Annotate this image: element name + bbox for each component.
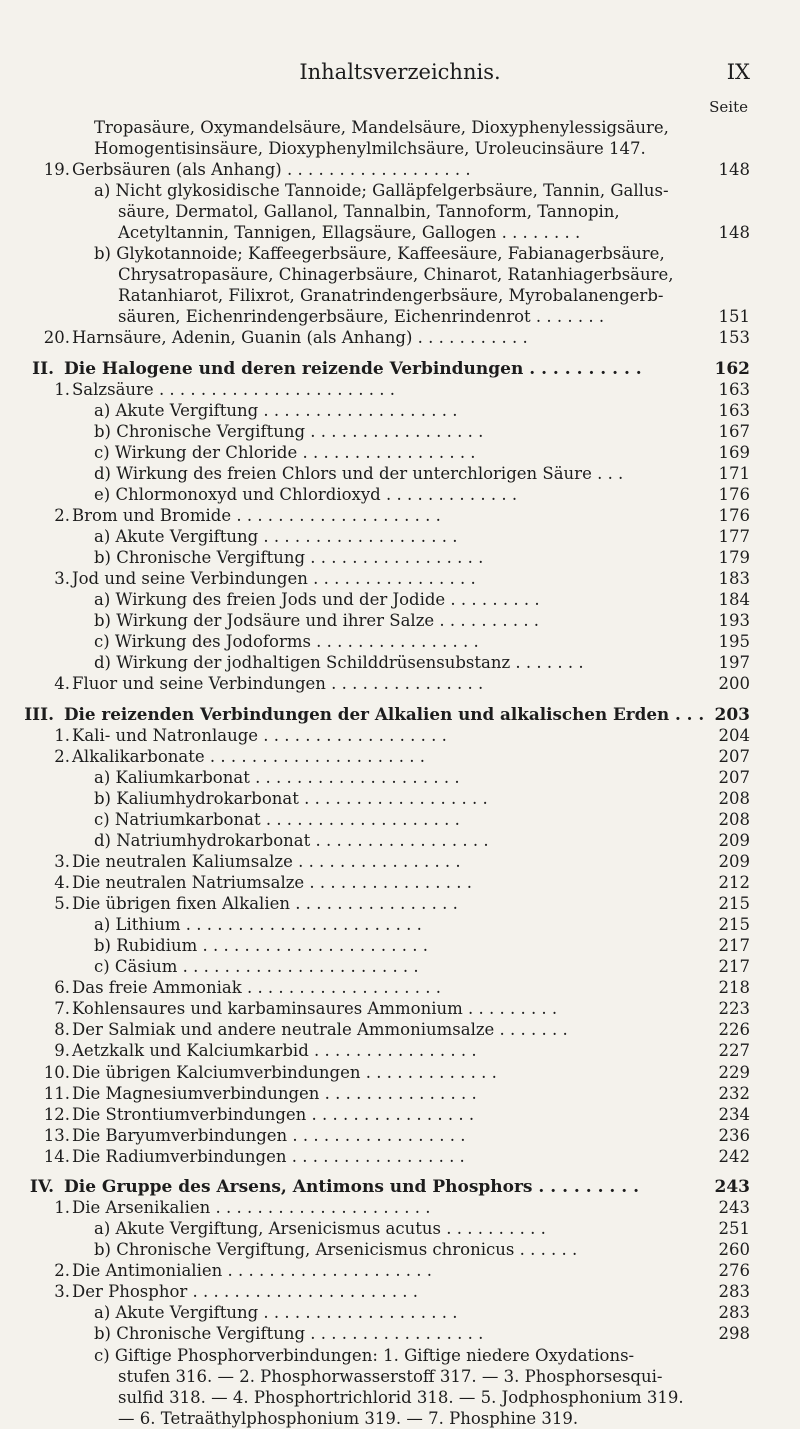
toc-entry-number: 7. bbox=[54, 999, 70, 1018]
toc-entry-text: Die Strontiumverbindungen . . . . . . . . . . . . . . . . bbox=[72, 1105, 475, 1124]
toc-entry-text: Jod und seine Verbindungen . . . . . . . . . . . . . . . . bbox=[72, 569, 476, 588]
toc-entry-number: 4. bbox=[54, 674, 70, 693]
toc-entry-number: 20. bbox=[43, 328, 70, 347]
toc-entry-text: Die Baryumverbindungen . . . . . . . . . . . . . . . . . bbox=[72, 1126, 466, 1145]
toc-entry-number: 9. bbox=[54, 1041, 70, 1060]
toc-entry-text: a) Nicht glykosidische Tannoide; Galläpfelgerbsäure, Tannin, Gallus- bbox=[94, 181, 669, 200]
toc-entry-number: 14. bbox=[43, 1147, 70, 1166]
toc-entry-page: 200 bbox=[718, 674, 750, 693]
toc-entry-page: 226 bbox=[718, 1020, 750, 1039]
toc-entry-page: 208 bbox=[718, 810, 750, 829]
toc-entry-page: 179 bbox=[718, 548, 750, 567]
page-column-label: Seite bbox=[709, 98, 748, 116]
toc-entry-text: b) Kaliumhydrokarbonat . . . . . . . . . . . . . . . . . . bbox=[94, 789, 488, 808]
toc-entry-text: Aetzkalk und Kalciumkarbid . . . . . . . . . . . . . . . . bbox=[72, 1041, 477, 1060]
toc-entry-text: Gerbsäuren (als Anhang) . . . . . . . . . . . . . . . . . . bbox=[72, 160, 471, 179]
toc-entry-page: 153 bbox=[718, 328, 750, 347]
toc-entry-page: 217 bbox=[718, 936, 750, 955]
toc-entry-page: 283 bbox=[718, 1303, 750, 1322]
toc-entry-page: 176 bbox=[718, 506, 750, 525]
toc-entry-text: stufen 316. — 2. Phosphorwasserstoff 317. — 3. Phosphorsesqui- bbox=[118, 1367, 663, 1386]
toc-entry-page: 243 bbox=[718, 1198, 750, 1217]
toc-entry-page: 203 bbox=[714, 705, 750, 725]
toc-entry-text: Die neutralen Natriumsalze . . . . . . . . . . . . . . . . bbox=[72, 873, 473, 892]
toc-entry-page: 167 bbox=[718, 422, 750, 441]
toc-entry-text: Die neutralen Kaliumsalze . . . . . . . . . . . . . . . . bbox=[72, 852, 461, 871]
toc-entry-number: 3. bbox=[54, 852, 70, 871]
toc-entry-text: a) Akute Vergiftung . . . . . . . . . . . . . . . . . . . bbox=[94, 401, 458, 420]
toc-entry-text: Fluor und seine Verbindungen . . . . . . . . . . . . . . . bbox=[72, 674, 484, 693]
toc-entry-page: 208 bbox=[718, 789, 750, 808]
toc-entry-number: 2. bbox=[54, 506, 70, 525]
toc-entry-page: 276 bbox=[718, 1261, 750, 1280]
toc-entry-text: Die übrigen Kalciumverbindungen . . . . . . . . . . . . . bbox=[72, 1063, 497, 1082]
running-header-page-number: IX bbox=[726, 60, 750, 84]
toc-entry-text: Die Radiumverbindungen . . . . . . . . . . . . . . . . . bbox=[72, 1147, 465, 1166]
toc-entry-text: c) Giftige Phosphorverbindungen: 1. Giftige niedere Oxydations- bbox=[94, 1346, 635, 1365]
toc-entry-page: 227 bbox=[718, 1041, 750, 1060]
toc-entry-page: 218 bbox=[718, 978, 750, 997]
toc-entry-page: 197 bbox=[718, 653, 750, 672]
toc-entry-page: 162 bbox=[714, 359, 750, 379]
toc-entry-text: Die Arsenikalien . . . . . . . . . . . . . . . . . . . . . bbox=[72, 1198, 431, 1217]
toc-entry-page: 163 bbox=[718, 401, 750, 420]
toc-entry-text: Die reizenden Verbindungen der Alkalien und alkalischen Erden . . . bbox=[64, 705, 705, 725]
toc-entry-number: 3. bbox=[54, 569, 70, 588]
toc-entry-text: a) Akute Vergiftung . . . . . . . . . . . . . . . . . . . bbox=[94, 527, 458, 546]
toc-entry-text: b) Chronische Vergiftung . . . . . . . . . . . . . . . . . bbox=[94, 422, 484, 441]
toc-entry-page: 148 bbox=[718, 160, 750, 179]
toc-entry-page: 195 bbox=[718, 632, 750, 651]
toc-entry-page: 151 bbox=[718, 307, 750, 326]
toc-entry-text: b) Glykotannoide; Kaffeegerbsäure, Kaffeesäure, Fabianagerbsäure, bbox=[94, 244, 665, 263]
toc-entry-page: 176 bbox=[718, 485, 750, 504]
toc-entry-page: 234 bbox=[718, 1105, 750, 1124]
toc-entry-text: Die Magnesiumverbindungen . . . . . . . . . . . . . . . bbox=[72, 1084, 477, 1103]
toc-entry-text: Kali- und Natronlauge . . . . . . . . . . . . . . . . . . bbox=[72, 726, 447, 745]
toc-entry-page: 243 bbox=[714, 1177, 750, 1197]
toc-entry-text: a) Akute Vergiftung, Arsenicismus acutus . . . . . . . . . . bbox=[94, 1219, 546, 1238]
toc-entry-text: Die Gruppe des Arsens, Antimons und Phosphors . . . . . . . . . bbox=[64, 1177, 640, 1197]
toc-entry-text: a) Lithium . . . . . . . . . . . . . . . . . . . . . . . bbox=[94, 915, 422, 934]
toc-entry-text: Die Halogene und deren reizende Verbindungen . . . . . . . . . . bbox=[64, 359, 642, 379]
toc-entry-number: IV. bbox=[29, 1177, 54, 1197]
toc-entry-page: 229 bbox=[718, 1063, 750, 1082]
toc-entry-text: e) Chlormonoxyd und Chlordioxyd . . . . . . . . . . . . . bbox=[94, 485, 518, 504]
toc-entry-page: 193 bbox=[718, 611, 750, 630]
toc-entry-page: 251 bbox=[718, 1219, 750, 1238]
toc-entry-number: 4. bbox=[54, 873, 70, 892]
toc-entry-page: 209 bbox=[718, 831, 750, 850]
toc-entry-text: Homogentisinsäure, Dioxyphenylmilchsäure, Uroleucinsäure 147. bbox=[94, 139, 646, 158]
toc-entry-number: 1. bbox=[54, 380, 70, 399]
toc-entry-page: 236 bbox=[718, 1126, 750, 1145]
toc-entry-number: 8. bbox=[54, 1020, 70, 1039]
running-header-title: Inhaltsverzeichnis. bbox=[299, 60, 501, 84]
toc-entry-page: 207 bbox=[718, 747, 750, 766]
toc-entry-page: 283 bbox=[718, 1282, 750, 1301]
toc-entry-page: 183 bbox=[718, 569, 750, 588]
toc-entry-page: 215 bbox=[718, 915, 750, 934]
toc-entry-text: Der Phosphor . . . . . . . . . . . . . . . . . . . . . . bbox=[72, 1282, 419, 1301]
toc-entry-text: Die Antimonialien . . . . . . . . . . . . . . . . . . . . bbox=[72, 1261, 433, 1280]
toc-entry-page: 204 bbox=[718, 726, 750, 745]
toc-entry-page: 215 bbox=[718, 894, 750, 913]
toc-entry-text: Tropasäure, Oxymandelsäure, Mandelsäure, Dioxyphenylessigsäure, bbox=[94, 118, 669, 137]
toc-entry-number: 12. bbox=[43, 1105, 70, 1124]
toc-entry-text: Chrysatropasäure, Chinagerbsäure, Chinarot, Ratanhiagerbsäure, bbox=[118, 265, 674, 284]
toc-entry-text: b) Rubidium . . . . . . . . . . . . . . . . . . . . . . bbox=[94, 936, 429, 955]
toc-entry-page: 232 bbox=[718, 1084, 750, 1103]
toc-entry-page: 298 bbox=[718, 1324, 750, 1343]
toc-entry-text: c) Natriumkarbonat . . . . . . . . . . . . . . . . . . . bbox=[94, 810, 460, 829]
toc-entry-text: b) Chronische Vergiftung . . . . . . . . . . . . . . . . . bbox=[94, 1324, 484, 1343]
toc-entry-page: 207 bbox=[718, 768, 750, 787]
toc-entry-page: 260 bbox=[718, 1240, 750, 1259]
toc-entry-number: II. bbox=[32, 359, 54, 379]
toc-entry-text: d) Wirkung der jodhaltigen Schilddrüsensubstanz . . . . . . . bbox=[94, 653, 584, 672]
toc-entry-number: 19. bbox=[43, 160, 70, 179]
toc-entry-text: Brom und Bromide . . . . . . . . . . . . . . . . . . . . bbox=[72, 506, 441, 525]
toc-entry-page: 242 bbox=[718, 1147, 750, 1166]
toc-entry-page: 184 bbox=[718, 590, 750, 609]
toc-entry-number: III. bbox=[24, 705, 54, 725]
toc-entry-number: 6. bbox=[54, 978, 70, 997]
toc-entry-number: 10. bbox=[43, 1063, 70, 1082]
toc-entry-text: Ratanhiarot, Filixrot, Granatrindengerbsäure, Myrobalanengerb- bbox=[118, 286, 664, 305]
toc-entry-page: 148 bbox=[718, 223, 750, 242]
toc-entry-number: 11. bbox=[43, 1084, 70, 1103]
toc-entry-page: 163 bbox=[718, 380, 750, 399]
toc-entry-text: Acetyltannin, Tannigen, Ellagsäure, Gallogen . . . . . . . . bbox=[118, 223, 581, 242]
toc-entry-text: d) Natriumhydrokarbonat . . . . . . . . . . . . . . . . . bbox=[94, 831, 489, 850]
toc-entry-page: 212 bbox=[718, 873, 750, 892]
toc-entry-number: 3. bbox=[54, 1282, 70, 1301]
toc-entry-text: a) Kaliumkarbonat . . . . . . . . . . . . . . . . . . . . bbox=[94, 768, 460, 787]
toc-entry-page: 171 bbox=[718, 464, 750, 483]
toc-entry-text: säure, Dermatol, Gallanol, Tannalbin, Tannoform, Tannopin, bbox=[118, 202, 620, 221]
toc-entry-text: b) Wirkung der Jodsäure und ihrer Salze . . . . . . . . . . bbox=[94, 611, 540, 630]
toc-entry-page: 217 bbox=[718, 957, 750, 976]
toc-entry-text: Harnsäure, Adenin, Guanin (als Anhang) . . . . . . . . . . . bbox=[72, 328, 528, 347]
toc-entry-text: b) Chronische Vergiftung, Arsenicismus chronicus . . . . . . bbox=[94, 1240, 578, 1259]
toc-entry-page: 223 bbox=[718, 999, 750, 1018]
toc-entry-text: d) Wirkung des freien Chlors und der unterchlorigen Säure . . . bbox=[94, 464, 624, 483]
toc-entry-text: Die übrigen fixen Alkalien . . . . . . . . . . . . . . . . bbox=[72, 894, 458, 913]
toc-entry-text: b) Chronische Vergiftung . . . . . . . . . . . . . . . . . bbox=[94, 548, 484, 567]
toc-entry-text: Alkalikarbonate . . . . . . . . . . . . . . . . . . . . . bbox=[72, 747, 425, 766]
toc-entry-text: c) Wirkung der Chloride . . . . . . . . . . . . . . . . . bbox=[94, 443, 476, 462]
toc-entry-number: 13. bbox=[43, 1126, 70, 1145]
toc-entry-text: säuren, Eichenrindengerbsäure, Eichenrindenrot . . . . . . . bbox=[118, 307, 605, 326]
toc-entry-number: 2. bbox=[54, 747, 70, 766]
toc-entry-number: 2. bbox=[54, 1261, 70, 1280]
toc-entry-text: sulfid 318. — 4. Phosphortrichlorid 318. — 5. Jodphosphonium 319. bbox=[118, 1388, 684, 1407]
toc-entry-text: c) Wirkung des Jodoforms . . . . . . . . . . . . . . . . bbox=[94, 632, 479, 651]
toc-entry-page: 169 bbox=[718, 443, 750, 462]
toc-entry-text: Das freie Ammoniak . . . . . . . . . . . . . . . . . . . bbox=[72, 978, 442, 997]
toc-entry-text: Kohlensaures und karbaminsaures Ammonium . . . . . . . . . bbox=[72, 999, 558, 1018]
toc-entry-text: c) Cäsium . . . . . . . . . . . . . . . . . . . . . . . bbox=[94, 957, 419, 976]
toc-entry-text: a) Akute Vergiftung . . . . . . . . . . . . . . . . . . . bbox=[94, 1303, 458, 1322]
toc-entry-text: Salzsäure . . . . . . . . . . . . . . . . . . . . . . . bbox=[72, 380, 395, 399]
toc-entry-text: Der Salmiak und andere neutrale Ammoniumsalze . . . . . . . bbox=[72, 1020, 568, 1039]
toc-entry-number: 1. bbox=[54, 726, 70, 745]
toc-entry-text: — 6. Tetraäthylphosphonium 319. — 7. Phosphine 319. bbox=[118, 1409, 579, 1428]
toc-entry-page: 177 bbox=[718, 527, 750, 546]
toc-entry-number: 5. bbox=[54, 894, 70, 913]
toc-entry-page: 209 bbox=[718, 852, 750, 871]
toc-entry-text: a) Wirkung des freien Jods und der Jodide . . . . . . . . . bbox=[94, 590, 540, 609]
toc-entry-number: 1. bbox=[54, 1198, 70, 1217]
